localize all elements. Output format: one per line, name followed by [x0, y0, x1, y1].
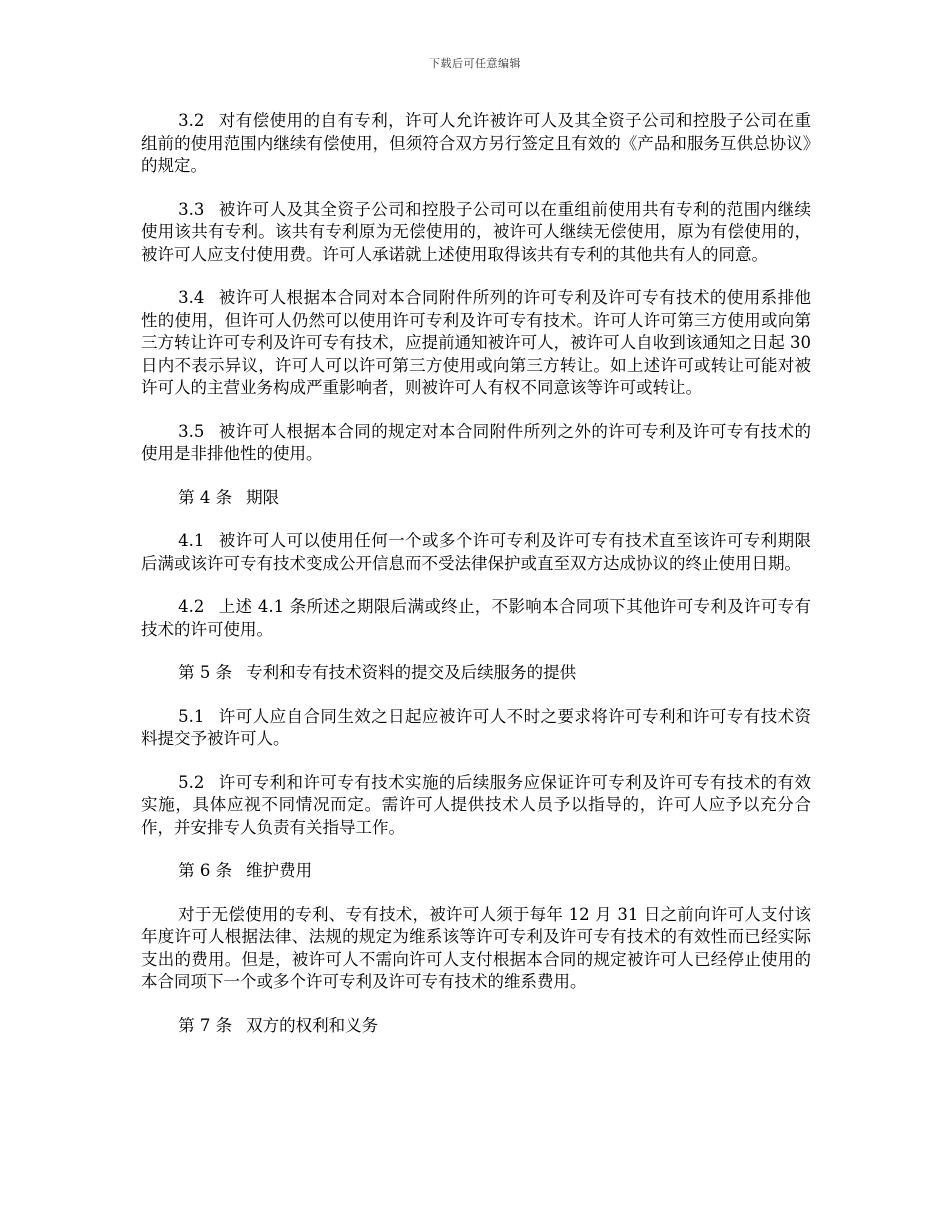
- clause-paragraph: [141, 287, 811, 400]
- clause-paragraph: [141, 596, 811, 641]
- article-number: 第 7 条: [178, 1015, 233, 1035]
- clause-paragraph: [141, 530, 811, 575]
- article-title: 维护费用: [246, 861, 313, 880]
- clause-paragraph: [141, 904, 811, 994]
- clause-text: 被许可人可以使用任何一个或多个许可专利及许可专有技术直至该许可专利期限后满或该许可专有技术变成公开信息而不受法律保护或直至双方达成协议的终止使用日期。: [141, 531, 811, 573]
- clause-number: 3.5: [178, 421, 205, 441]
- clause-number: 5.2: [178, 772, 205, 792]
- clause-text: 被许可人及其全资子公司和控股子公司可以在重组前使用共有专利的范围内继续使用该共有专利。该共有专利原为无偿使用的，被许可人继续无偿使用，原为有偿使用的，被许可人应支付使用费。许可人承诺就上述使用取得该共有专利的其他共有人的同意。: [141, 199, 811, 264]
- clause-number: 4.2: [178, 597, 205, 616]
- article-heading: [141, 860, 811, 883]
- clause-paragraph: [141, 421, 811, 466]
- clause-text: 上述 4.1 条所述之期限后满或终止，不影响本合同项下其他许可专利及许可专有技术的许可使用。: [141, 597, 811, 639]
- article-number: 第 4 条: [178, 487, 233, 507]
- article-heading: [141, 662, 811, 685]
- article-heading: [141, 487, 811, 510]
- clause-text: 被许可人根据本合同对本合同附件所列的许可专利及许可专有技术的使用系排他性的使用，但许可人仍然可以使用许可专利及许可专有技术。许可人许可第三方使用或向第三方转让许可专利及许可专有技术，应提前通知被许可人，被许可人自收到该通知之日起 30 日内不表示异议，许可人可以许可第三方使用或向第三方转让。如上述许可或转让可能对被许可人的主营业务构成严重影响者，则被许可人有权不同意该等许可或转让。: [141, 288, 811, 397]
- clause-paragraph: [141, 110, 811, 178]
- clause-number: 3.4: [178, 288, 205, 307]
- clause-text: 许可人应自合同生效之日起应被许可人不时之要求将许可专利和许可专有技术资料提交予被许可人。: [141, 706, 811, 748]
- clause-number: 3.2: [178, 111, 205, 130]
- clause-paragraph: [141, 199, 811, 267]
- clause-number: 4.1: [178, 531, 205, 550]
- article-title: 双方的权利和义务: [246, 1015, 379, 1035]
- clause-text: 对于无偿使用的专利、专有技术，被许可人须于每年 12 月 31 日之前向许可人支付该年度许可人根据法律、法规的规定为维系该等许可专利及许可专有技术的有效性而已经实际支出的费用。但是，被许可人不需向许可人支付根据本合同的规定被许可人已经停止使用的本合同项下一个或多个许可专利及许可专有技术的维系费用。: [141, 904, 811, 991]
- article-title: 期限: [246, 487, 280, 507]
- header-note: 下载后可任意编辑: [429, 57, 521, 70]
- article-number: 第 6 条: [178, 861, 233, 880]
- article-heading: [141, 1015, 811, 1038]
- clause-number: 3.3: [178, 199, 205, 219]
- clause-number: 5.1: [178, 706, 205, 726]
- clause-text: 对有偿使用的自有专利，许可人允许被许可人及其全资子公司和控股子公司在重组前的使用范围内继续有偿使用，但须符合双方另行签定且有效的《产品和服务互供总协议》的规定。: [141, 111, 811, 175]
- article-title: 专利和专有技术资料的提交及后续服务的提供: [246, 663, 577, 682]
- clause-text: 许可专利和许可专有技术实施的后续服务应保证许可专利及许可专有技术的有效实施，具体应视不同情况而定。需许可人提供技术人员予以指导的，许可人应予以充分合作，并安排专人负责有关指导工作。: [141, 772, 811, 837]
- clause-paragraph: [141, 772, 811, 840]
- clause-paragraph: [141, 706, 811, 751]
- document-body: [141, 110, 811, 1058]
- clause-text: 被许可人根据本合同的规定对本合同附件所列之外的许可专利及许可专有技术的使用是非排他性的使用。: [141, 421, 811, 463]
- article-number: 第 5 条: [178, 663, 233, 682]
